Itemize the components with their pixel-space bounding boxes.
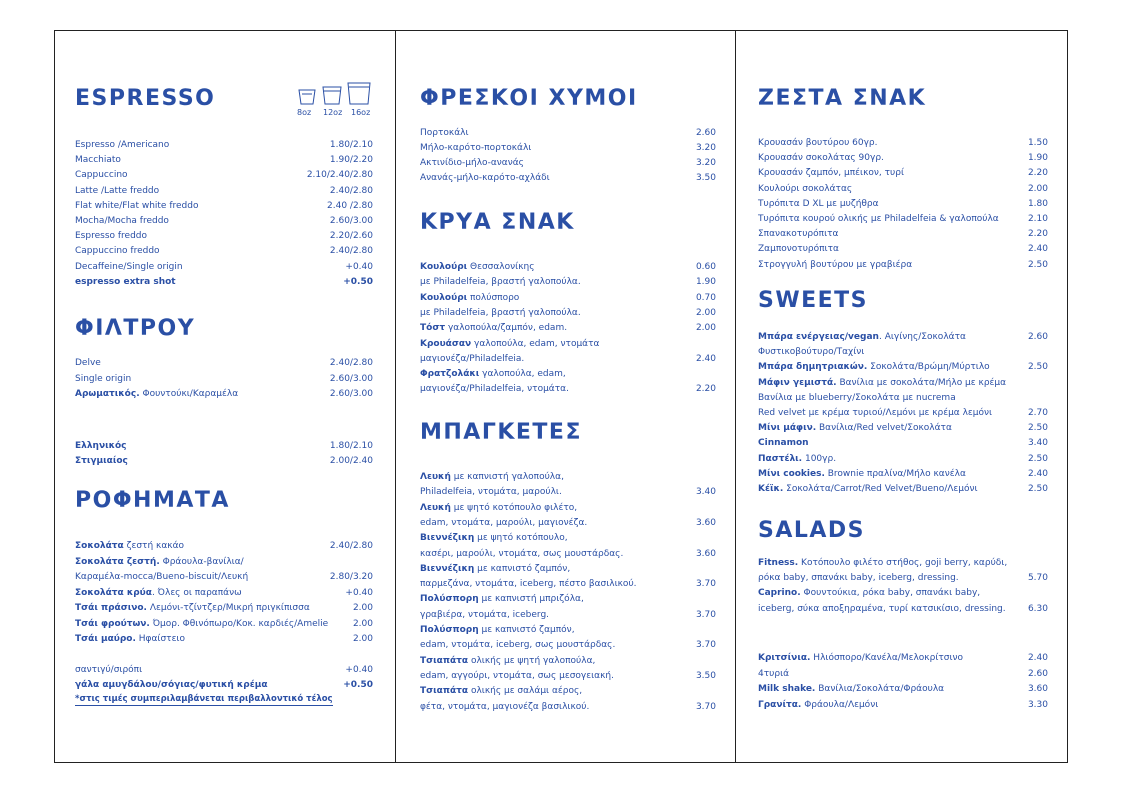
menu-item-price: +0.50 [343,276,373,287]
menu-item-price: 2.40/2.80 [329,246,373,257]
menu-item-price: 2.20 [1027,168,1048,179]
menu-item-name: Decaffeine/Single origin [75,261,183,272]
menu-item-name: Τυρόπιτα κουρού ολικής με Philadelfeia & γαλοπούλα [758,214,999,224]
menu-item-name: Ηλιόσπορο/Κανέλα/Μελοκρίτσινο [810,653,964,663]
menu-item-name: Cappuccino freddo [75,246,160,257]
menu-item-name: με Philadelfeia, βραστή γαλοπούλα. [420,307,581,318]
menu-item-name: Σπανακοτυρόπιτα [758,229,839,240]
menu-item-name: ολικής με ψητή γαλοπούλα, [468,655,596,666]
menu-item-name: Φουντούκι/Καραμέλα [139,389,239,399]
cup-size-label: 16oz [351,108,371,117]
menu-item-name: γαλοπούλα, edam, ντομάτα [471,338,600,349]
cold-snacks-title: ΚΡΥΑ ΣΝΑΚ [420,210,575,235]
menu-item-name-bold: Τσάι φρούτων. [75,618,150,629]
menu-item-name: Στρογγυλή βουτύρου με γραβιέρα [758,259,913,270]
menu-item-name: Espresso freddo [75,231,148,242]
menu-item-name-bold: Τόστ [420,323,446,334]
column-divider [395,30,396,763]
menu-item-name: κασέρι, μαρούλι, ντομάτα, σως μουστάρδας. [420,548,624,559]
menu-item-name: Καραμέλα-mocca/Bueno-biscuit/Λευκή [75,572,249,582]
menu-item-price: 2.20 [695,384,716,395]
menu-item-name-bold: Πολύσπορη [420,625,479,635]
menu-item-price: 2.40 [1027,468,1048,479]
menu-item-price: 2.10 [1027,214,1048,224]
menu-item-price: 2.40/2.80 [329,541,373,551]
menu-item-name: με ψητό κοτόπουλο φιλέτο, [450,502,578,513]
menu-item-name: espresso extra shot [75,276,176,287]
menu-item-name: Θεσσαλονίκης [467,262,535,272]
column-divider [735,30,736,763]
filtrou-title: ΦΙΛΤΡΟΥ [75,316,196,341]
menu-item-name: σαντιγύ/σιρόπι [75,665,143,675]
menu-item-price: 3.50 [695,173,716,183]
environmental-fee-note: *στις τιμές συμπεριλαμβάνεται περιβαλλοντικό τέλος [75,694,333,704]
menu-item-price: 2.50 [1027,259,1048,270]
menu-item-price: 2.00 [352,603,373,613]
menu-item-price: 2.70 [1027,408,1048,418]
menu-item-name: παρμεζάνα, ντομάτα, iceberg, πέστο βασιλικού. [420,579,637,590]
menu-item-name-bold: Γρανίτα. [758,699,802,710]
menu-item-price: 3.60 [695,548,716,559]
menu-item-price: 1.80 [1027,198,1048,209]
menu-item-name: Πορτοκάλι [420,128,469,138]
menu-item-price: 3.70 [695,640,716,651]
menu-item-price: 2.60/3.00 [329,216,373,226]
menu-item-price: 3.70 [695,579,716,590]
menu-item-name-bold: Μπάρα ενέργειας/vegan [758,332,879,342]
menu-item-name-bold: Μάφιν γεμιστά. [758,377,837,388]
menu-item-name: με καπνιστή γαλοπούλα, [450,472,564,482]
menu-item-price: 2.20/2.60 [329,231,373,242]
sweets-title: SWEETS [758,288,869,313]
menu-item-price: 2.60 [1027,668,1048,679]
menu-item-price: 2.50 [1027,362,1048,373]
menu-item-name-bold: Μίνι cookies. [758,468,825,479]
menu-item-name: Ηφαίστειο [135,634,185,644]
menu-item-name: ολικής με σαλάμι αέρος, [468,686,583,697]
menu-item-name-bold: Παστέλι. [758,453,803,464]
menu-item-name-bold: Αρωματικός. [75,389,140,399]
menu-item-name-bold: Βιεννέζικη [420,533,475,544]
menu-item-name: γραβιέρα, ντομάτα, iceberg. [420,609,550,620]
menu-item-name-bold: Σοκολάτα [75,541,124,551]
menu-item-name-bold: Λευκή [420,472,451,482]
menu-item-name: Red velvet με κρέμα τυριού/Λεμόνι με κρέμα λεμόνι [758,408,993,418]
menu-item-name-bold: Κρουάσαν [420,338,472,349]
menu-item-price: 3.70 [695,609,716,620]
menu-item-name: Macchiato [75,155,121,166]
menu-item-name-bold: Κουλούρι [420,262,468,272]
menu-item-name-bold: Πολύσπορη [420,594,479,605]
menu-item-name: μαγιονέζα/Philadelfeia. [420,353,525,364]
menu-item-price: 2.10/2.40/2.80 [306,170,373,181]
menu-item-name: Φουντούκια, ρόκα baby, σπανάκι baby, [800,588,981,599]
hot-snacks-title: ΖΕΣΤΑ ΣΝΑΚ [758,86,927,111]
rofimata-title: ΡΟΦΗΜΑΤΑ [75,488,230,513]
menu-item-price: 5.70 [1027,573,1048,584]
menu-item-name: Ελληνικός [75,441,127,451]
menu-item-name: με Philadelfeia, βραστή γαλοπούλα. [420,277,581,288]
menu-item-name: Λεμόνι-τζίντζερ/Μικρή πριγκίπισσα [146,603,310,613]
menu-item-name: Κρουασάν ζαμπόν, μπέικον, τυρί [758,168,905,179]
menu-item-name: Mocha/Mocha freddo [75,216,169,226]
menu-item-price: +0.40 [345,665,373,675]
menu-item-name: Βανίλια/Red velvet/Σοκολάτα [816,423,952,434]
menu-item-name: Κρουασάν βουτύρου 60γρ. [758,138,878,148]
menu-item-name: Latte /Latte freddo [75,185,160,196]
menu-item-name: Flat white/Flat white freddo [75,200,199,211]
menu-item-name: πολύσπορο [467,292,520,303]
menu-item-name: edam, ντομάτα, μαρούλι, μαγιονέζα. [420,517,588,528]
menu-item-price: 1.80/2.10 [329,140,373,150]
menu-item-price: 2.40 [1027,653,1048,663]
baguettes-title: ΜΠΑΓΚΕΤΕΣ [420,420,582,445]
menu-item-price: 1.90 [1027,153,1048,164]
menu-item-name: Cappuccino [75,170,128,181]
menu-item-name-bold: Λευκή [420,502,451,513]
menu-item-name: Σοκολάτα/Βρώμη/Μύρτιλο [867,362,990,373]
menu-item-name: Κουλούρι σοκολάτας [758,183,853,194]
menu-item-name-bold: Fitness. [758,558,799,568]
menu-item-name-bold: Milk shake. [758,684,816,694]
menu-item-price: 2.50 [1027,423,1048,434]
menu-item-price: +0.40 [345,261,373,272]
menu-item-name: με ψητό κοτόπουλο, [474,533,568,544]
menu-item-price: 2.60 [1027,332,1048,342]
menu-item-name: Φυστικοβούτυρο/Ταχίνι [758,347,865,358]
menu-item-name-bold: Τσιαπάτα [420,686,469,697]
menu-item-price: 2.40/2.80 [329,185,373,196]
menu-item-name: Φράουλα-βανίλια/ [159,556,244,567]
menu-item-name: Brownie πραλίνα/Μήλο κανέλα [824,468,966,479]
menu-item-name: Φράουλα/Λεμόνι [801,699,879,710]
menu-item-price: 0.60 [695,262,716,272]
menu-item-price: 3.60 [695,517,716,528]
menu-item-price: 2.00 [695,323,716,334]
menu-item-name: Κοτόπουλο φιλέτο στήθος, goji berry, καρύδι, [798,558,1008,568]
menu-item-name-bold: Φρατζολάκι [420,369,480,380]
menu-item-name: Delve [75,358,101,368]
menu-item-name-bold: Caprino. [758,588,801,599]
menu-item-price: 3.60 [1027,684,1048,694]
menu-item-price: 2.40 [1027,244,1048,255]
juices-title: ΦΡΕΣΚΟΙ ΧΥΜΟΙ [420,86,638,111]
menu-item-name: Μήλο-καρότο-πορτοκάλι [420,143,532,153]
cup-size-label: 8oz [297,108,312,117]
menu-item-name: Single origin [75,373,132,384]
menu-item-name: Βανίλια με blueberry/Σοκολάτα με nucrema [758,392,956,403]
menu-item-price: 6.30 [1027,603,1048,614]
menu-item-price: 2.60/3.00 [329,389,373,399]
menu-item-name: με καπνιστό ζαμπόν, [474,563,571,574]
menu-item-name-bold: Κέϊκ. [758,484,784,494]
menu-item-price: 2.60 [695,128,716,138]
menu-item-price: 1.90/2.20 [329,155,373,166]
menu-item-name: Βανίλια/Σοκολάτα/Φράουλα [815,684,945,694]
menu-item-name-bold: Τσιαπάτα [420,655,469,666]
menu-item-name: Philadelfeia, ντομάτα, μαρούλι. [420,487,562,498]
menu-item-name: ζεστή κακάο [123,541,185,551]
menu-item-price: 0.70 [695,292,716,303]
menu-item-price: 2.00/2.40 [329,456,373,466]
menu-item-name: ρόκα baby, σπανάκι baby, iceberg, dressing. [758,573,959,584]
menu-item-name-bold: Κριτσίνια. [758,653,811,663]
salads-title: SALADS [758,518,866,543]
menu-item-name: μαγιονέζα/Philadelfeia, ντομάτα. [420,384,569,395]
menu-item-price: 3.50 [695,670,716,681]
menu-item-name: . Όλες οι παραπάνω [151,587,242,598]
menu-item-name: Ανανάς-μήλο-καρότο-αχλάδι [420,173,550,183]
menu-item-name-bold: Κουλούρι [420,292,468,303]
menu-item-price: 3.70 [695,701,716,712]
menu-item-price: 2.60/3.00 [329,373,373,384]
menu-item-name: . Αιγίνης/Σοκολάτα [878,332,966,342]
menu-item-price: 2.00 [695,307,716,318]
menu-item-price: 2.00 [1027,183,1048,194]
menu-item-name: Κρουασάν σοκολάτας 90γρ. [758,153,884,164]
menu-item-name: γαλοπούλα/ζαμπόν, edam. [445,323,568,334]
menu-item-name-bold: Σοκολάτα ζεστή. [75,556,160,567]
menu-item-name: Σοκολάτα/Carrot/Red Velvet/Bueno/Λεμόνι [783,484,978,494]
menu-item-name: Ακτινίδιο-μήλο-ανανάς [420,158,524,168]
menu-item-price: 2.40 /2.80 [327,200,373,211]
menu-item-name: με καπνιστό ζαμπόν, [478,625,575,635]
menu-item-name: Ζαμπονοτυρόπιτα [758,244,839,255]
menu-item-price: 1.50 [1027,138,1048,148]
cup-icon-8oz [299,90,315,104]
menu-item-price: 3.20 [695,143,716,153]
menu-item-price: 3.40 [1027,438,1048,449]
menu-item-price: 2.40 [695,353,716,364]
espresso-title: ESPRESSO [75,86,216,111]
menu-item-price: 3.30 [1027,699,1048,710]
menu-item-name: 4τυριά [758,668,790,679]
menu-item-name: edam, αγγούρι, ντομάτα, σως μεσογειακή. [420,670,614,681]
menu-item-name-bold: Τσάι πράσινο. [75,603,147,613]
menu-item-price: 2.80/3.20 [329,572,373,582]
cup-icons [296,80,376,108]
menu-item-name-bold: Σοκολάτα κρύα [75,587,152,598]
menu-item-name: γαλοπούλα, edam, [479,369,566,380]
menu-item-name-bold: Μπάρα δημητριακών. [758,362,868,373]
menu-item-name: με καπνιστή μπριζόλα, [478,594,584,605]
menu-item-name: φέτα, ντομάτα, μαγιονέζα βασιλικού. [420,701,590,712]
menu-item-name-bold: Τσάι μαύρο. [75,634,136,644]
menu-item-name: Espresso /Americano [75,140,170,150]
cup-size-label: 12oz [323,108,343,117]
menu-item-price: 2.00 [352,618,373,629]
menu-item-price: +0.40 [345,587,373,598]
menu-item-price: 1.80/2.10 [329,441,373,451]
menu-item-name-bold: Βιεννέζικη [420,563,475,574]
menu-item-name: iceberg, σύκα αποξηραμένα, τυρί κατσικίσιο, dressing. [758,603,1006,614]
cup-icon-12oz [323,87,341,104]
menu-item-name: Όμορ. Φθινόπωρο/Κοκ. καρδιές/Amelie [149,618,329,629]
cup-icon-16oz [348,83,370,104]
menu-item-price: 2.50 [1027,484,1048,494]
menu-item-name: Βανίλια με σοκολάτα/Μήλο με κρέμα [836,377,1007,388]
menu-item-name: edam, ντομάτα, iceberg, σως μουστάρδας. [420,640,616,651]
menu-item-name: Στιγμιαίος [75,456,128,466]
menu-item-name-bold: Cinnamon [758,438,809,449]
menu-item-price: 2.50 [1027,453,1048,464]
menu-item-price: 2.00 [352,634,373,644]
menu-item-name: Τυρόπιτα D XL με μυζήθρα [758,198,879,209]
menu-item-price: 2.40/2.80 [329,358,373,368]
menu-item-price: 1.90 [695,277,716,288]
menu-item-price: 3.20 [695,158,716,168]
menu-item-price: 2.20 [1027,229,1048,240]
menu-item-price: 3.40 [695,487,716,498]
menu-item-price: +0.50 [343,680,373,690]
menu-item-name: 100γρ. [802,453,837,464]
menu-item-name: γάλα αμυγδάλου/σόγιας/φυτική κρέμα [75,680,268,690]
menu-item-name-bold: Μίνι μάφιν. [758,423,817,434]
